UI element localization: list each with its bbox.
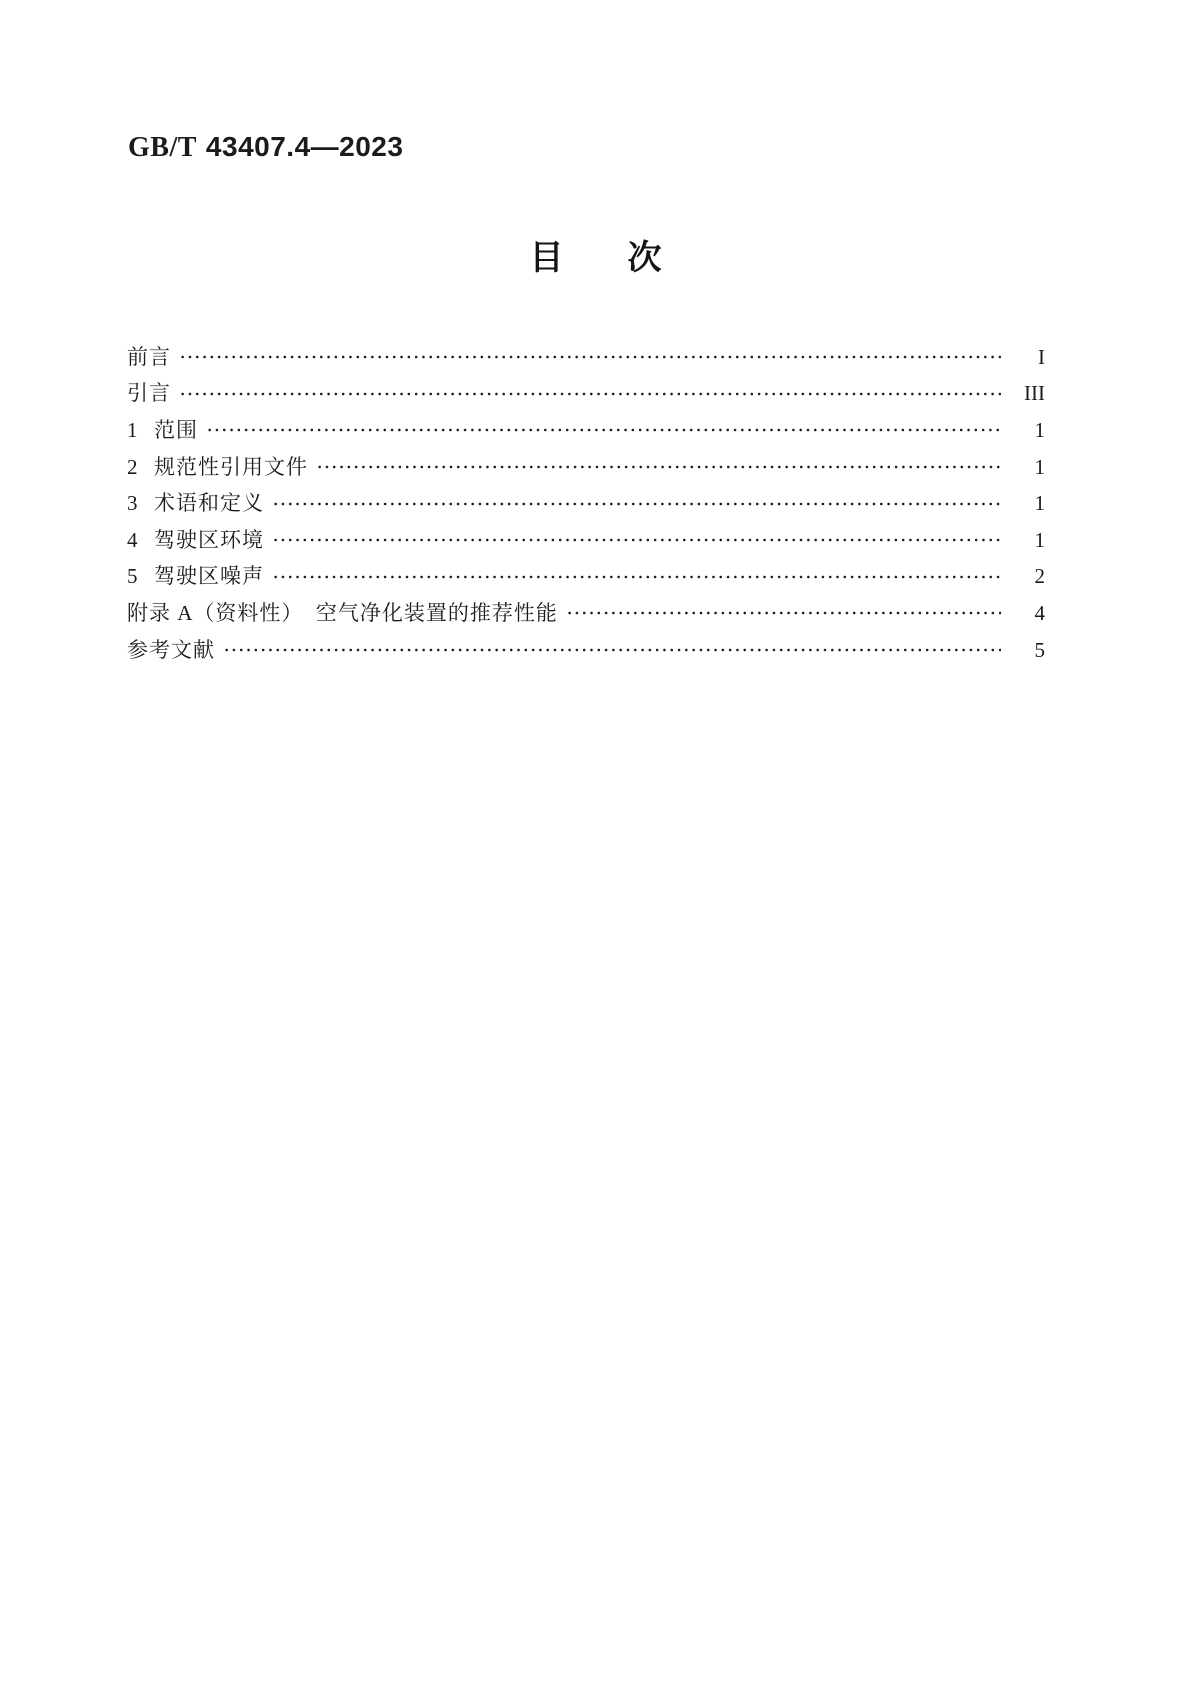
dot-leader	[179, 339, 1001, 376]
toc-entry	[127, 522, 1045, 559]
toc-entry-page: 5	[1034, 637, 1045, 662]
standard-number-digits: 43407.4—2023	[205, 131, 404, 162]
page-title	[0, 241, 1191, 275]
page-title-char-right: 次	[627, 239, 662, 277]
toc-entry-label: 前言	[127, 344, 171, 369]
standard-number-prefix: GB/T	[128, 132, 197, 163]
toc-entry	[127, 632, 1045, 669]
toc-entry-number: 3	[127, 491, 138, 516]
toc-entry-number: 1	[127, 417, 138, 442]
toc-entry	[127, 376, 1045, 413]
toc-entry-number: 4	[127, 527, 138, 552]
toc-entry-label: 参考文献	[127, 637, 215, 662]
standard-number	[128, 133, 403, 162]
toc-entry-label: 引言	[127, 381, 171, 406]
toc-entry-label: 附录 A（资料性） 空气净化装置的推荐性能	[127, 600, 558, 625]
toc-entry-label: 术语和定义	[154, 491, 264, 516]
toc-entry-page: III	[1024, 381, 1045, 406]
dot-leader	[179, 376, 1001, 413]
toc-entry	[127, 485, 1045, 522]
toc-entry-number: 2	[127, 454, 138, 479]
dot-leader	[272, 522, 1001, 559]
toc-entry-page: 4	[1034, 600, 1045, 625]
toc-entry-page: 1	[1034, 417, 1045, 442]
toc-entry	[127, 412, 1045, 449]
toc-entry-page: I	[1038, 344, 1045, 369]
dot-leader	[566, 595, 1001, 632]
toc-entry-page: 1	[1034, 454, 1045, 479]
toc-entry-page: 1	[1034, 527, 1045, 552]
page-title-char-left: 目	[529, 239, 564, 277]
table-of-contents	[127, 339, 1045, 668]
dot-leader	[316, 449, 1001, 486]
toc-entry-label: 驾驶区噪声	[154, 564, 264, 589]
toc-entry-label: 驾驶区环境	[154, 527, 264, 552]
dot-leader	[272, 559, 1001, 596]
dot-leader	[272, 485, 1001, 522]
dot-leader	[223, 632, 1001, 669]
toc-entry-number: 5	[127, 564, 138, 589]
toc-entry-page: 2	[1034, 564, 1045, 589]
dot-leader	[206, 412, 1001, 449]
toc-entry-label: 范围	[154, 417, 198, 442]
toc-entry	[127, 559, 1045, 596]
toc-entry	[127, 339, 1045, 376]
toc-entry	[127, 449, 1045, 486]
toc-entry	[127, 595, 1045, 632]
toc-entry-page: 1	[1034, 491, 1045, 516]
toc-entry-label: 规范性引用文件	[154, 454, 308, 479]
